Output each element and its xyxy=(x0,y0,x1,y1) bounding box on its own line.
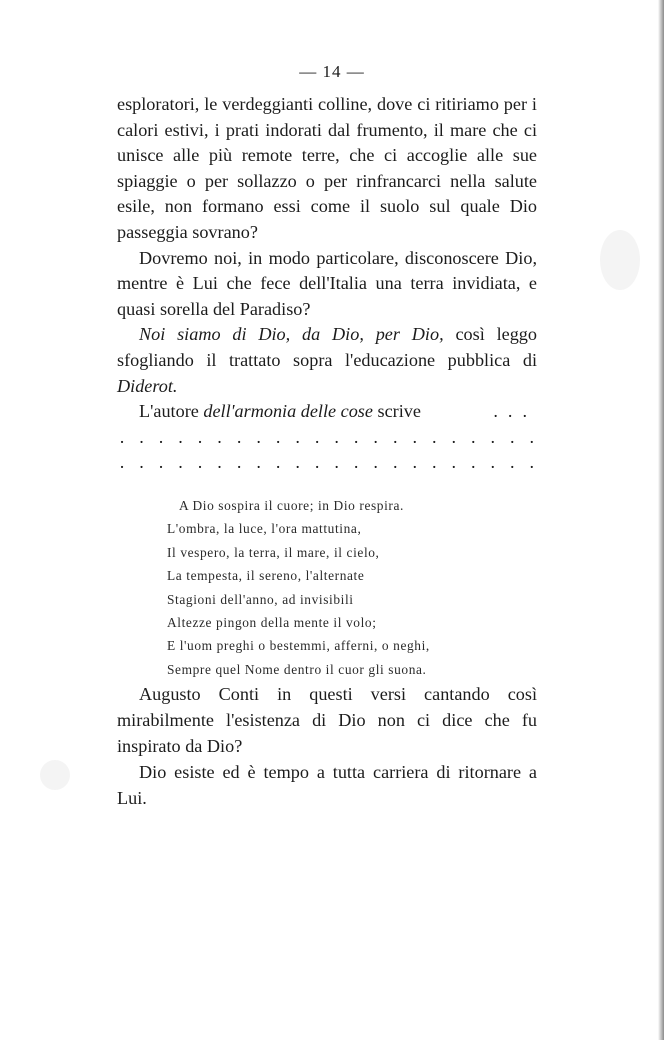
poem-line: La tempesta, il sereno, l'alternate xyxy=(167,568,365,584)
dotted-line-2: . . . . . . . . . . . . . . . . . . . . . . xyxy=(119,452,535,473)
paragraph-2: Dovremo noi, in modo particolare, disconoscere Dio, mentre è Lui che fece dell'Italia una terra invidiata, e quasi sorella del Paradiso? xyxy=(117,247,537,319)
paragraph-4 xyxy=(117,399,537,425)
closing-paragraph-2: Dio esiste ed è tempo a tutta carriera di ritornare a Lui. xyxy=(117,762,537,808)
paper-stain xyxy=(600,230,640,290)
poem-line: E l'uom preghi o bestemmi, afferni, o neghi, xyxy=(167,638,430,654)
poem-line: A Dio sospira il cuore; in Dio respira. xyxy=(179,498,404,513)
poem-line: Stagioni dell'anno, ad invisibili xyxy=(167,591,354,607)
paragraph-1: esploratori, le verdeggianti colline, dove ci ritiriamo per i calori estivi, i prati indorati dal frumento, il mare che ci unisce alle più remote terre, che ci accoglie alle sue spiaggie o per sollazzo o per rinfrancarci nella salute esile, non formano essi come il suolo sul quale Dio passeggia sovrano? xyxy=(117,94,537,242)
closing-text xyxy=(117,681,537,811)
poem-line: Sempre quel Nome dentro il cuor gli suona. xyxy=(167,661,427,677)
poem-line: Altezze pingon della mente il volo; xyxy=(167,615,377,631)
poem xyxy=(167,494,507,681)
closing-paragraph-1: Augusto Conti in questi versi cantando così mirabilmente l'esistenza di Dio non ci dice che fu inspirato da Dio? xyxy=(117,684,537,756)
main-text xyxy=(117,92,537,476)
ellipsis-dots: ... xyxy=(493,401,537,422)
paragraph-4-end: scrive xyxy=(372,401,421,422)
paragraph-4-start: L'autore xyxy=(139,401,204,422)
poem-line: L'ombra, la luce, l'ora mattutina, xyxy=(167,521,362,537)
paragraph-3 xyxy=(117,322,537,399)
poem-line: Il vespero, la terra, il mare, il cielo, xyxy=(167,544,380,560)
italic-title: dell'armonia delle cose xyxy=(203,401,373,422)
italic-quote: Noi siamo di Dio, da Dio, per Dio, xyxy=(139,324,444,345)
page-number: — 14 — xyxy=(299,62,365,81)
italic-author: Diderot. xyxy=(117,375,178,396)
paragraph-3-text: così leggo sfogliando il trattato sopra l'educazione pubblica di xyxy=(117,324,537,370)
page-edge-shadow xyxy=(658,0,664,1040)
dotted-line-1: . . . . . . . . . . . . . . . . . . . . . . xyxy=(119,426,535,447)
paper-stain xyxy=(40,760,70,790)
